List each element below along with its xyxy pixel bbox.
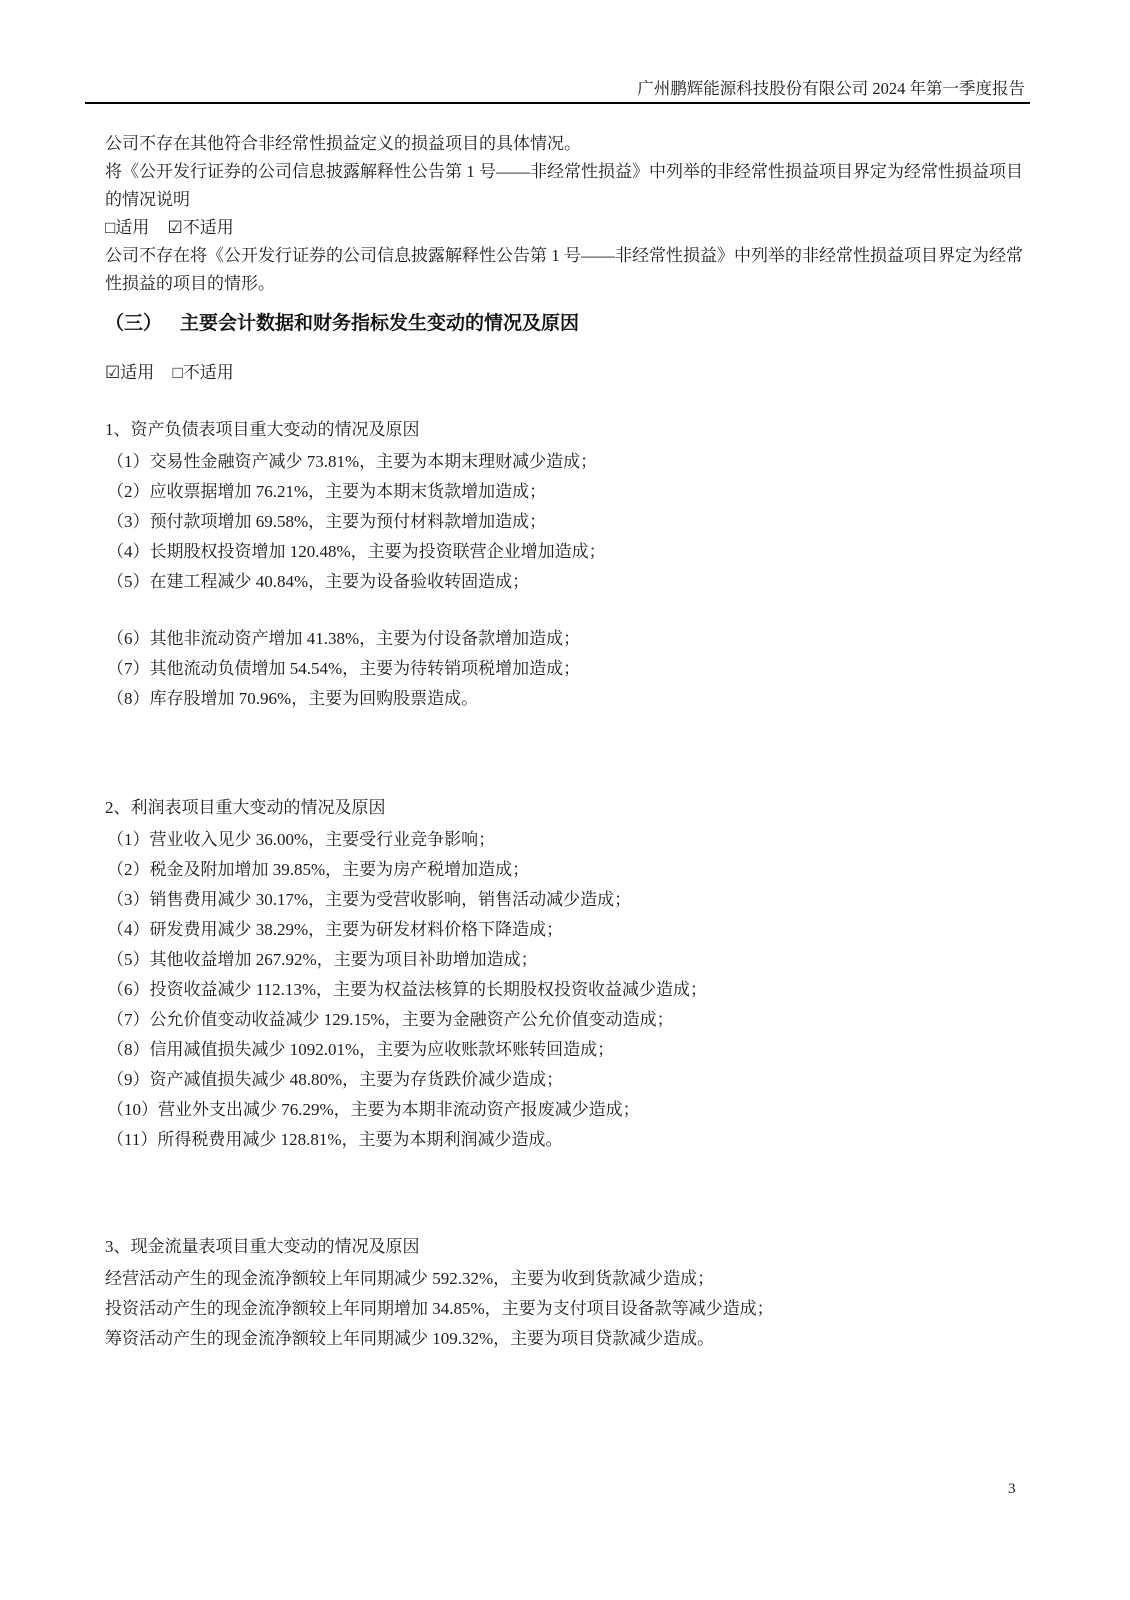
list-item: （1）交易性金融资产减少 73.81%，主要为本期末理财减少造成； [107, 452, 598, 471]
list-item: （7）公允价值变动收益减少 129.15%，主要为金融资产公允价值变动造成； [107, 1010, 674, 1029]
list-item: （5）在建工程减少 40.84%，主要为设备验收转固造成； [107, 572, 530, 591]
section-number: （三） [105, 313, 163, 334]
applicability-row-2 [105, 360, 605, 386]
list-item: （3）预付款项增加 69.58%，主要为预付材料款增加造成； [107, 512, 547, 531]
list-item: 投资活动产生的现金流净额较上年同期增加 34.85%，主要为支付项目设备款等减少造成； [105, 1299, 774, 1318]
non-recurring-items-intro [105, 130, 1027, 298]
list-item: 经营活动产生的现金流净额较上年同期减少 592.32%，主要为收到货款减少造成； [105, 1269, 715, 1288]
document-header-title: 广州鹏辉能源科技股份有限公司 2024 年第一季度报告 [637, 79, 1025, 98]
list-item: （8）库存股增加 70.96%，主要为回购股票造成。 [107, 689, 479, 708]
checkbox-not-applicable-checked: ☑不适用 [167, 218, 234, 237]
intro-paragraph-3: 公司不存在将《公开发行证券的公司信息披露解释性公告第 1 号——非经常性损益》中列举的非经常性损益项目界定为经常性损益的项目的情形。 [105, 246, 1023, 293]
cash-flow-changes-list [105, 1232, 1045, 1354]
balance-sheet-list-title: 1、资产负债表项目重大变动的情况及原因 [105, 420, 420, 439]
checkbox-applicable-unchecked: □适用 [105, 218, 150, 237]
checkbox-not-applicable-unchecked: □不适用 [172, 363, 234, 382]
section-title: 主要会计数据和财务指标发生变动的情况及原因 [180, 313, 580, 334]
list-item: （10）营业外支出减少 76.29%，主要为本期非流动资产报废减少造成； [107, 1100, 640, 1119]
cash-flow-list-title: 3、现金流量表项目重大变动的情况及原因 [105, 1237, 420, 1256]
applicability-row-1 [105, 214, 1027, 242]
list-item: 筹资活动产生的现金流净额较上年同期减少 109.32%，主要为项目贷款减少造成。 [105, 1329, 715, 1348]
page-number: 3 [1008, 1481, 1016, 1497]
list-item: （9）资产减值损失减少 48.80%，主要为存货跌价减少造成； [107, 1070, 564, 1089]
list-item: （2）税金及附加增加 39.85%，主要为房产税增加造成； [107, 860, 530, 879]
list-item: （6）其他非流动资产增加 41.38%，主要为付设备款增加造成； [107, 629, 581, 648]
list-item: （5）其他收益增加 267.92%，主要为项目补助增加造成； [107, 950, 538, 969]
header-divider [85, 102, 1030, 104]
section-heading [105, 311, 1027, 337]
intro-paragraph-2: 将《公开发行证券的公司信息披露解释性公告第 1 号——非经常性损益》中列举的非经常性损益项目界定为经常性损益项目的情况说明 [105, 162, 1023, 209]
intro-paragraph-1: 公司不存在其他符合非经常性损益定义的损益项目的具体情况。 [105, 134, 581, 153]
list-item: （11）所得税费用减少 128.81%，主要为本期利润减少造成。 [107, 1130, 563, 1149]
checkbox-applicable-checked: ☑适用 [105, 363, 155, 382]
list-item: （3）销售费用减少 30.17%，主要为受营收影响，销售活动减少造成； [107, 890, 632, 909]
balance-sheet-changes-list [105, 415, 1045, 714]
list-item: （4）长期股权投资增加 120.48%，主要为投资联营企业增加造成； [107, 542, 606, 561]
list-item: （7）其他流动负债增加 54.54%，主要为待转销项税增加造成； [107, 659, 581, 678]
list-item: （6）投资收益减少 112.13%，主要为权益法核算的长期股权投资收益减少造成； [107, 980, 708, 999]
income-statement-list-title: 2、利润表项目重大变动的情况及原因 [105, 798, 386, 817]
list-item: （8）信用减值损失减少 1092.01%，主要为应收账款坏账转回造成； [107, 1040, 615, 1059]
list-item: （2）应收票据增加 76.21%，主要为本期末货款增加造成； [107, 482, 547, 501]
income-statement-changes-list [105, 793, 1045, 1155]
list-item: （4）研发费用减少 38.29%，主要为研发材料价格下降造成； [107, 920, 564, 939]
list-item: （1）营业收入见少 36.00%，主要受行业竞争影响； [107, 830, 496, 849]
